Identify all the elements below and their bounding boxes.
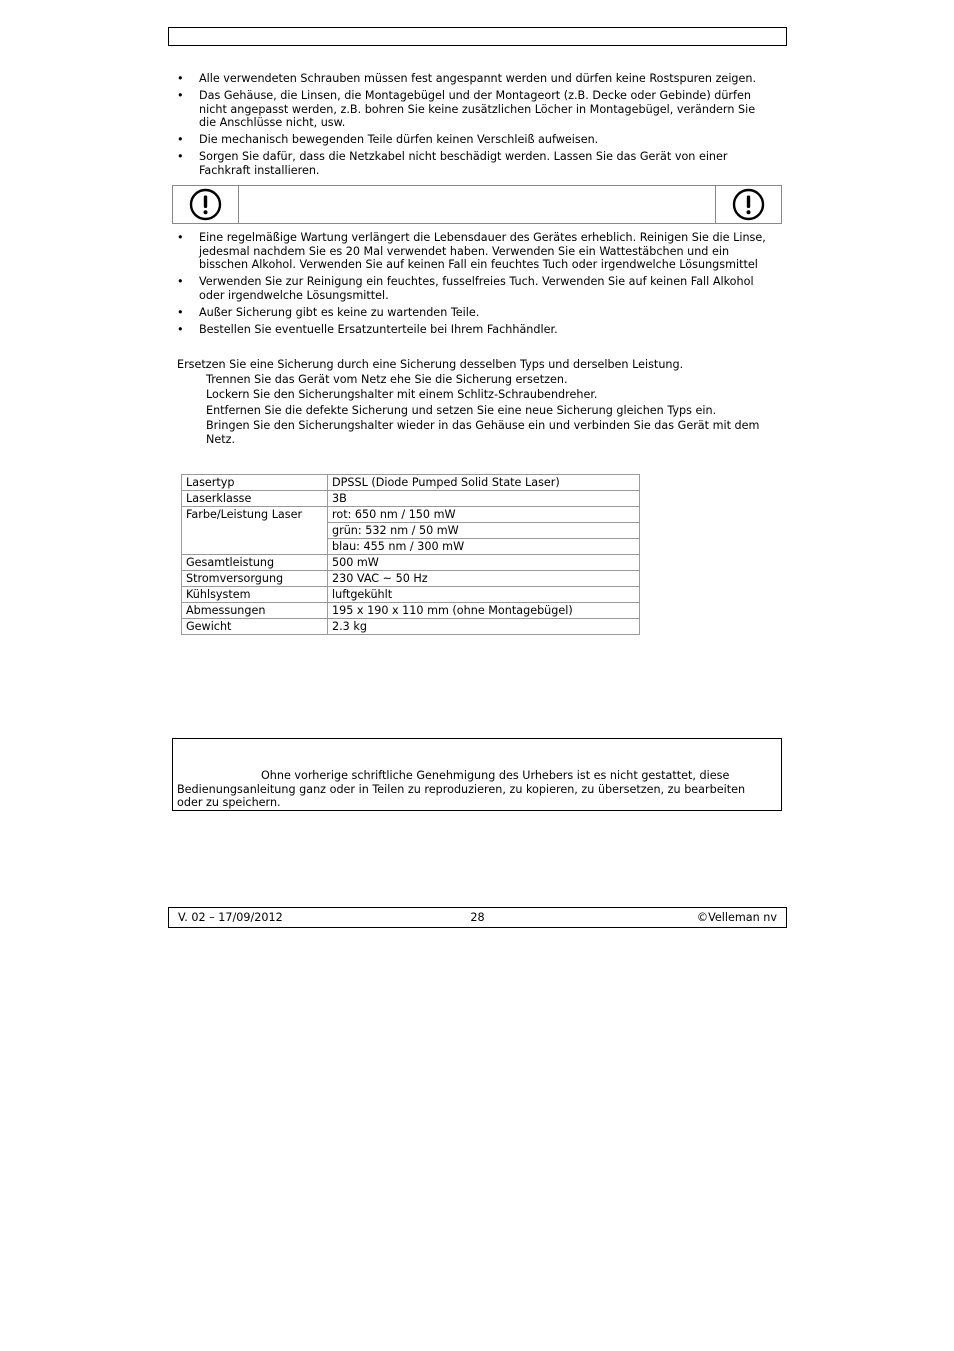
list-item: • Eine regelmäßige Wartung verlängert die Lebensdauer des Gerätes erheblich. Reinigen Sie die Linse, jedesmal nachdem Sie es 20 Mal verwendet haben. Verwenden Sie ein Wattestäbchen und ein bisschen Alkohol. Verwenden Sie auf keinen Fall ein feuchtes Tuch oder irgendwelche Lösungsmittel	[177, 231, 775, 272]
spec-label: Kühlsystem	[182, 587, 328, 603]
table-row	[182, 491, 640, 507]
version-date: V. 02 – 17/09/2012	[178, 911, 283, 924]
list-item: • Verwenden Sie zur Reinigung ein feuchtes, fusselfreies Tuch. Verwenden Sie auf keinen Fall Alkohol oder irgendwelche Lösungsmittel.	[177, 275, 775, 302]
copyright-box	[172, 738, 782, 811]
list-item: • Außer Sicherung gibt es keine zu wartenden Teile.	[177, 306, 775, 320]
table-row	[182, 475, 640, 491]
fuse-step: Trennen Sie das Gerät vom Netz ehe Sie die Sicherung ersetzen.	[206, 373, 568, 386]
spec-value: luftgekühlt	[328, 587, 640, 603]
spec-label: Laserklasse	[182, 491, 328, 507]
spec-value: 500 mW	[328, 555, 640, 571]
spec-label: Stromversorgung	[182, 571, 328, 587]
fuse-step: Entfernen Sie die defekte Sicherung und setzen Sie eine neue Sicherung gleichen Typs ein.	[206, 403, 717, 417]
warning-box	[172, 185, 782, 224]
spec-label: Lasertyp	[182, 475, 328, 491]
spec-value: blau: 455 nm / 300 mW	[328, 539, 640, 555]
table-row	[182, 619, 640, 635]
spec-value: DPSSL (Diode Pumped Solid State Laser)	[328, 475, 640, 491]
spec-value: 230 VAC ~ 50 Hz	[328, 571, 640, 587]
spec-value: 195 x 190 x 110 mm (ohne Montagebügel)	[328, 603, 640, 619]
spec-label: Gesamtleistung	[182, 555, 328, 571]
list-item: • Die mechanisch bewegenden Teile dürfen keinen Verschleiß aufweisen.	[177, 133, 775, 147]
spec-value: rot: 650 nm / 150 mW	[328, 507, 640, 523]
exclamation-circle-icon	[189, 188, 222, 221]
copyright-notice: Ohne vorherige schriftliche Genehmigung des Urhebers ist es nicht gestattet, diese Bedienungsanleitung ganz oder in Teilen zu reproduzieren, zu kopieren, zu übersetzen, zu bearbeiten oder zu speichern.	[177, 769, 746, 810]
warning-cell-left	[173, 186, 239, 223]
table-row	[182, 603, 640, 619]
table-row	[182, 587, 640, 603]
spec-label: Abmessungen	[182, 603, 328, 619]
table-row	[182, 555, 640, 571]
copyright-text	[177, 769, 773, 810]
spec-label: Farbe/Leistung Laser	[182, 507, 328, 555]
page-number: 28	[470, 911, 485, 924]
company-copyright: ©Velleman nv	[696, 911, 777, 924]
fuse-step: Lockern Sie den Sicherungshalter mit einem Schlitz-Schraubendreher.	[206, 388, 598, 402]
warning-cell-right	[715, 186, 781, 223]
spec-table	[181, 474, 640, 635]
page-footer	[168, 907, 787, 928]
spec-value: grün: 532 nm / 50 mW	[328, 523, 640, 539]
list-item: • Bestellen Sie eventuelle Ersatzunterteile bei Ihrem Fachhändler.	[177, 323, 775, 337]
installation-list	[177, 72, 775, 181]
table-row	[182, 507, 640, 523]
spec-label: Gewicht	[182, 619, 328, 635]
table-row	[182, 571, 640, 587]
fuse-steps	[206, 373, 776, 448]
spec-value: 3B	[328, 491, 640, 507]
page-header-box	[168, 27, 787, 46]
list-item: • Das Gehäuse, die Linsen, die Montagebügel und der Montageort (z.B. Decke oder Gebinde) dürfen nicht angepasst werden, z.B. bohren Sie keine zusätzlichen Löcher in Montagebügel, verändern Sie die Anschlüsse nicht, usw.	[177, 89, 775, 130]
list-item: • Sorgen Sie dafür, dass die Netzkabel nicht beschädigt werden. Lassen Sie das Gerät von einer Fachkraft installieren.	[177, 150, 775, 177]
fuse-intro: Ersetzen Sie eine Sicherung durch eine Sicherung desselben Typs und derselben Leistung.	[177, 358, 684, 371]
maintenance-list	[177, 231, 775, 340]
list-item: • Alle verwendeten Schrauben müssen fest angespannt werden und dürfen keine Rostspuren zeigen.	[177, 72, 775, 86]
spec-value: 2.3 kg	[328, 619, 640, 635]
fuse-step: Bringen Sie den Sicherungshalter wieder in das Gehäuse ein und verbinden Sie das Gerät mit dem Netz.	[206, 419, 760, 446]
exclamation-circle-icon	[732, 188, 765, 221]
